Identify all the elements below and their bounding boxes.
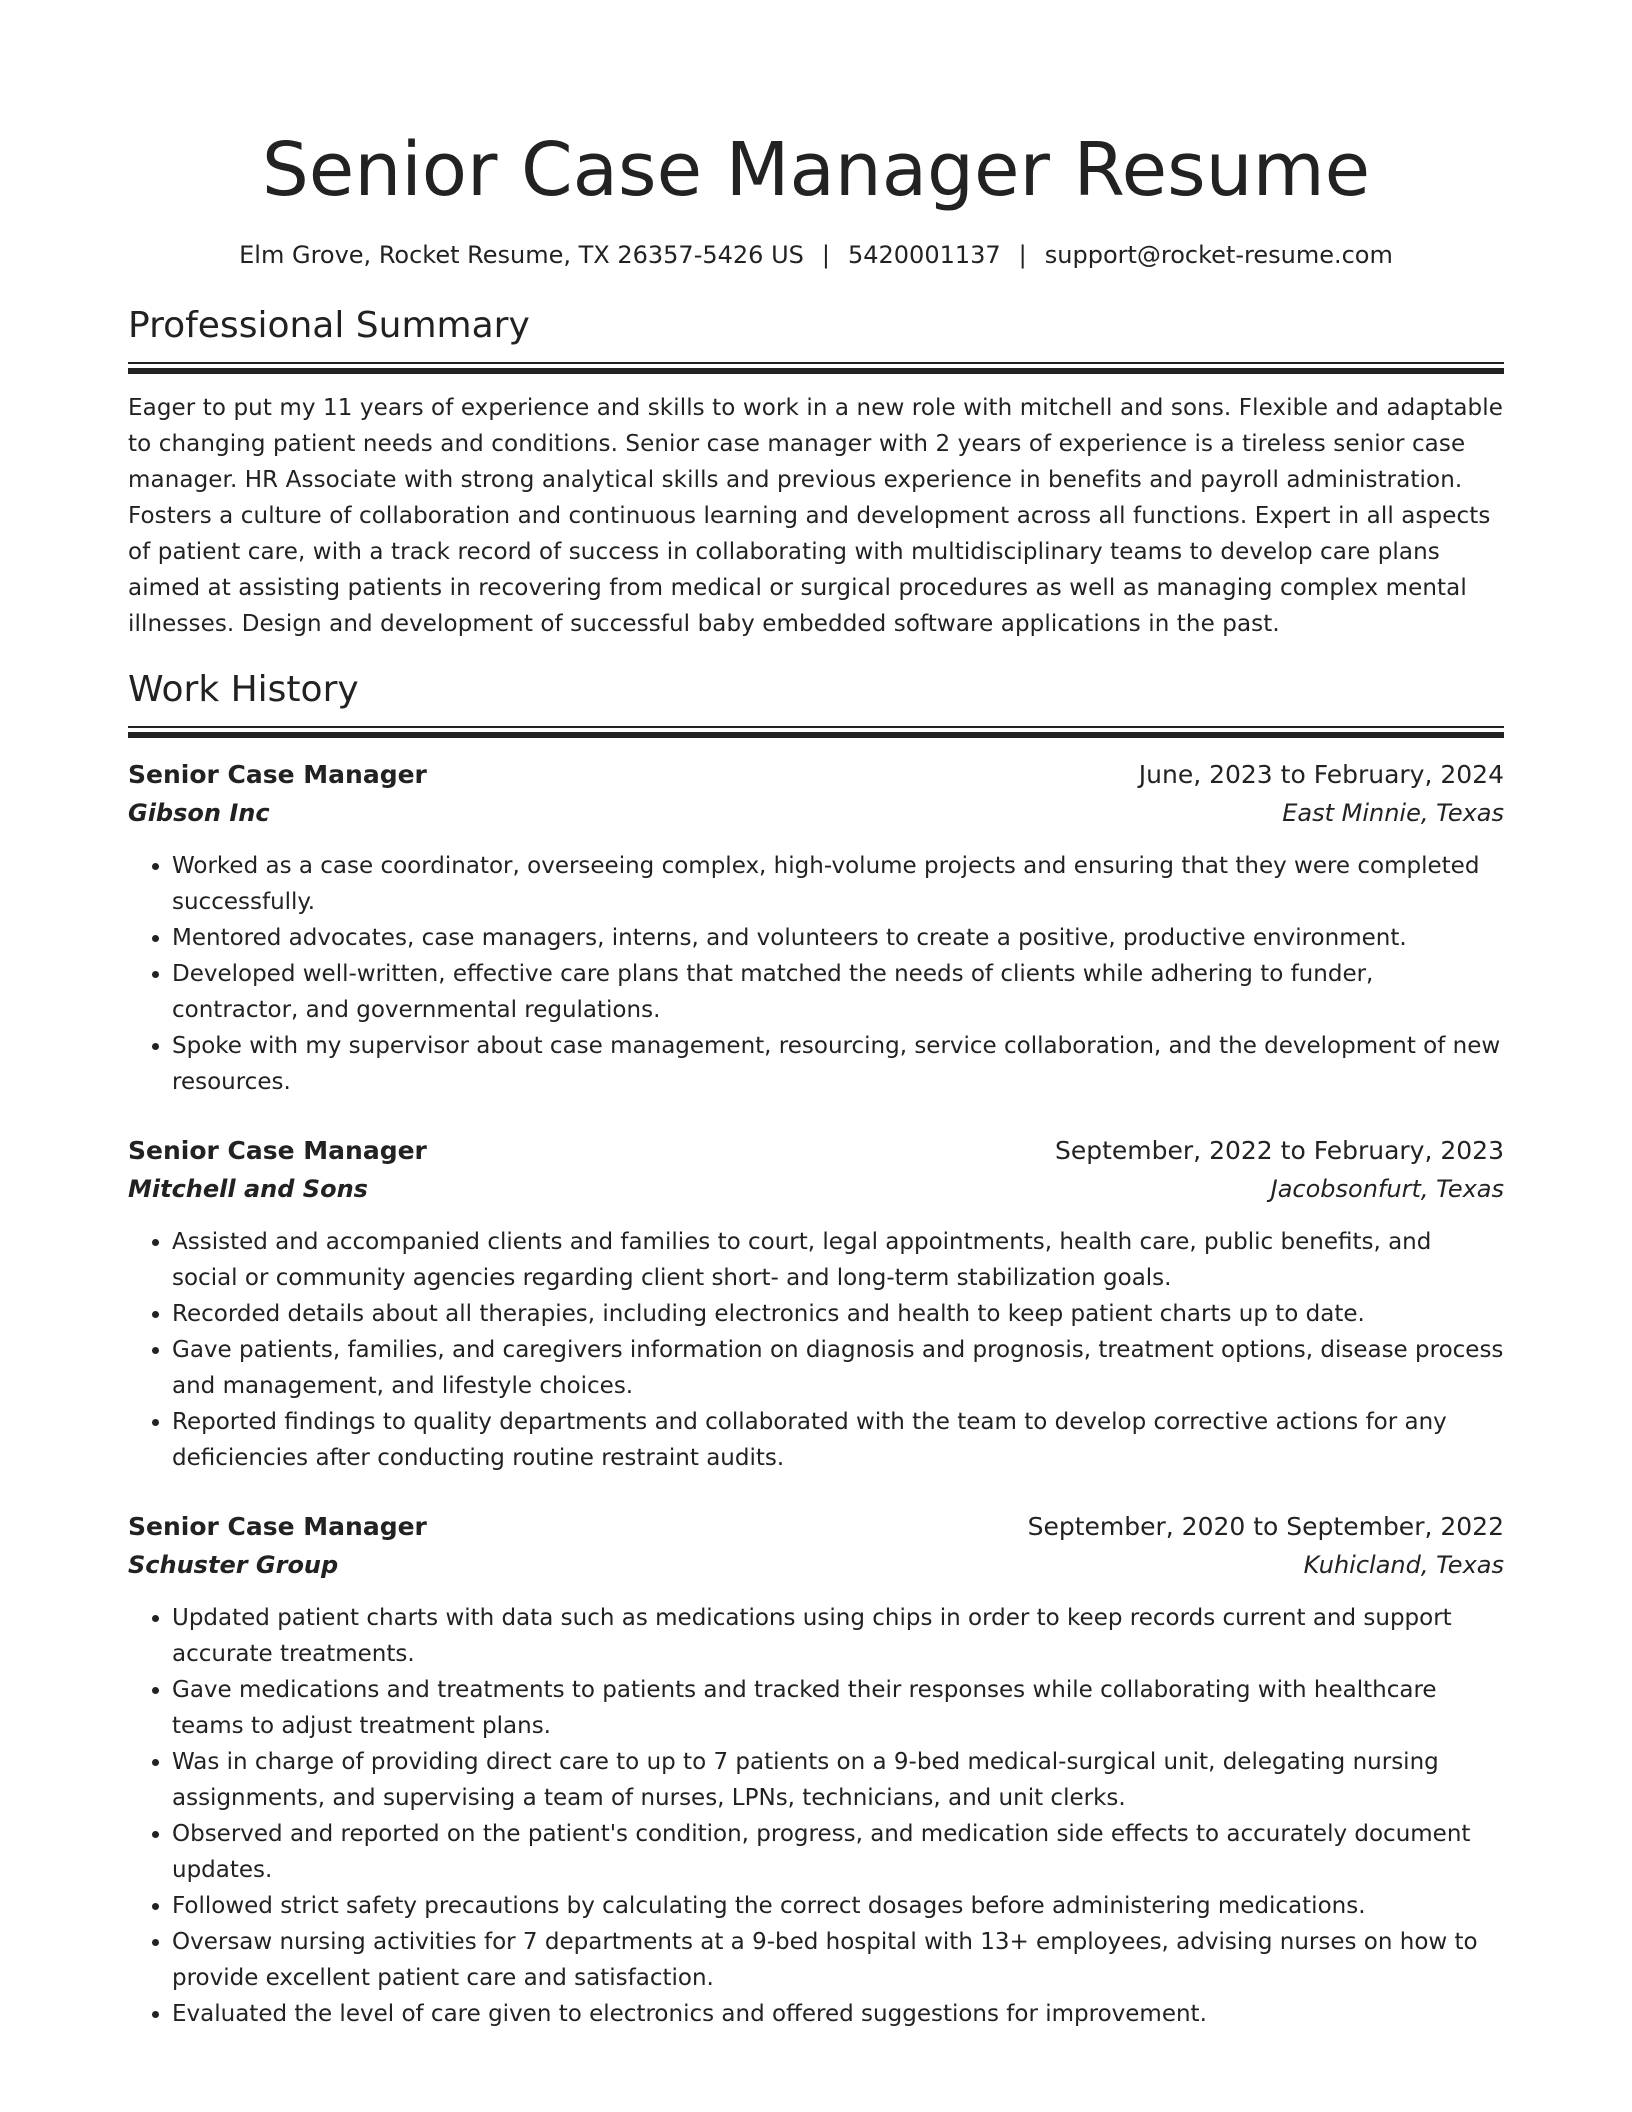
job-bullet: • Spoke with my supervisor about case management, resourcing, service collaboration, and the development of new resources. xyxy=(172,1028,1504,1100)
job-bullet: • Reported findings to quality departments and collaborated with the team to develop corrective actions for any deficiencies after conducting routine restraint audits. xyxy=(172,1404,1504,1476)
job-header-row xyxy=(128,1132,1504,1170)
resume-title: Senior Case Manager Resume xyxy=(261,127,1371,213)
section-divider-thick xyxy=(128,368,1504,374)
contact-separator: | xyxy=(821,241,830,269)
section-heading-summary: Professional Summary xyxy=(128,305,530,346)
job-entry xyxy=(128,756,1504,1100)
job-bullet: • Followed strict safety precautions by calculating the correct dosages before administering medications. xyxy=(172,1888,1504,1924)
job-bullet: • Developed well-written, effective care plans that matched the needs of clients while adhering to funder, contractor, and governmental regulations. xyxy=(172,956,1504,1028)
section-divider-thick xyxy=(128,732,1504,738)
job-company: Gibson Inc xyxy=(128,799,270,827)
job-location: Kuhicland, Texas xyxy=(1303,1551,1504,1579)
job-entry xyxy=(128,1132,1504,1476)
job-bullets xyxy=(128,1600,1504,2032)
section-divider xyxy=(128,362,1504,364)
job-bullet: • Recorded details about all therapies, including electronics and health to keep patient charts up to date. xyxy=(172,1296,1504,1332)
job-header-row xyxy=(128,1508,1504,1546)
contact-phone: 5420001137 xyxy=(847,241,1001,269)
contact-address: Elm Grove, Rocket Resume, TX 26357-5426 US xyxy=(239,241,804,269)
job-bullets xyxy=(128,848,1504,1100)
work-history-section xyxy=(128,666,1504,2032)
job-bullet: • Gave medications and treatments to patients and tracked their responses while collaborating with healthcare teams to adjust treatment plans. xyxy=(172,1672,1504,1744)
job-bullet: • Oversaw nursing activities for 7 departments at a 9-bed hospital with 13+ employees, advising nurses on how to provide excellent patient care and satisfaction. xyxy=(172,1924,1504,1996)
professional-summary-section xyxy=(128,302,1504,642)
resume-page xyxy=(128,0,1504,2032)
job-bullet: • Assisted and accompanied clients and families to court, legal appointments, health care, public benefits, and social or community agencies regarding client short- and long-term stabilization goals. xyxy=(172,1224,1504,1296)
job-company: Mitchell and Sons xyxy=(128,1175,368,1203)
job-bullet: • Mentored advocates, case managers, interns, and volunteers to create a positive, productive environment. xyxy=(172,920,1504,956)
job-bullet: • Observed and reported on the patient's condition, progress, and medication side effects to accurately document updates. xyxy=(172,1816,1504,1888)
job-bullet: • Was in charge of providing direct care to up to 7 patients on a 9-bed medical-surgical unit, delegating nursing assignments, and supervising a team of nurses, LPNs, technicians, and unit clerks. xyxy=(172,1744,1504,1816)
job-entry xyxy=(128,1508,1504,2032)
contact-separator: | xyxy=(1018,241,1027,269)
job-dates: September, 2020 to September, 2022 xyxy=(1027,1512,1504,1541)
job-dates: September, 2022 to February, 2023 xyxy=(1055,1136,1504,1165)
job-location: Jacobsonfurt, Texas xyxy=(1270,1175,1504,1203)
contact-email[interactable]: support@rocket-resume.com xyxy=(1044,241,1393,269)
job-company: Schuster Group xyxy=(128,1551,339,1579)
job-bullet: • Updated patient charts with data such as medications using chips in order to keep records current and support accurate treatments. xyxy=(172,1600,1504,1672)
summary-text: Eager to put my 11 years of experience and skills to work in a new role with mitchell and sons. Flexible and adaptable to changing patient needs and conditions. Senior case manager with 2 years of experience is a tireless senior case manager. HR Associate with strong analytical skills and previous experience in benefits and payroll administration. Fosters a culture of collaboration and continuous learning and development across all functions. Expert in all aspects of patient care, with a track record of success in collaborating with multidisciplinary teams to develop care plans aimed at assisting patients in recovering from medical or surgical procedures as well as managing complex mental illnesses. Design and development of successful baby embedded software applications in the past. xyxy=(128,395,1503,637)
job-title: Senior Case Manager xyxy=(128,1512,427,1541)
job-bullets xyxy=(128,1224,1504,1476)
job-company-row xyxy=(128,1546,1504,1584)
section-heading-work-history: Work History xyxy=(128,669,359,710)
job-bullet: • Evaluated the level of care given to electronics and offered suggestions for improvement. xyxy=(172,1996,1504,2032)
job-location: East Minnie, Texas xyxy=(1282,799,1504,827)
job-company-row xyxy=(128,1170,1504,1208)
job-title: Senior Case Manager xyxy=(128,760,427,789)
job-company-row xyxy=(128,794,1504,832)
job-bullet: • Worked as a case coordinator, overseeing complex, high-volume projects and ensuring that they were completed successfully. xyxy=(172,848,1504,920)
job-bullet: • Gave patients, families, and caregivers information on diagnosis and prognosis, treatment options, disease process and management, and lifestyle choices. xyxy=(172,1332,1504,1404)
job-header-row xyxy=(128,756,1504,794)
job-dates: June, 2023 to February, 2024 xyxy=(1138,760,1504,789)
section-divider xyxy=(128,726,1504,728)
contact-line xyxy=(128,238,1504,272)
job-title: Senior Case Manager xyxy=(128,1136,427,1165)
